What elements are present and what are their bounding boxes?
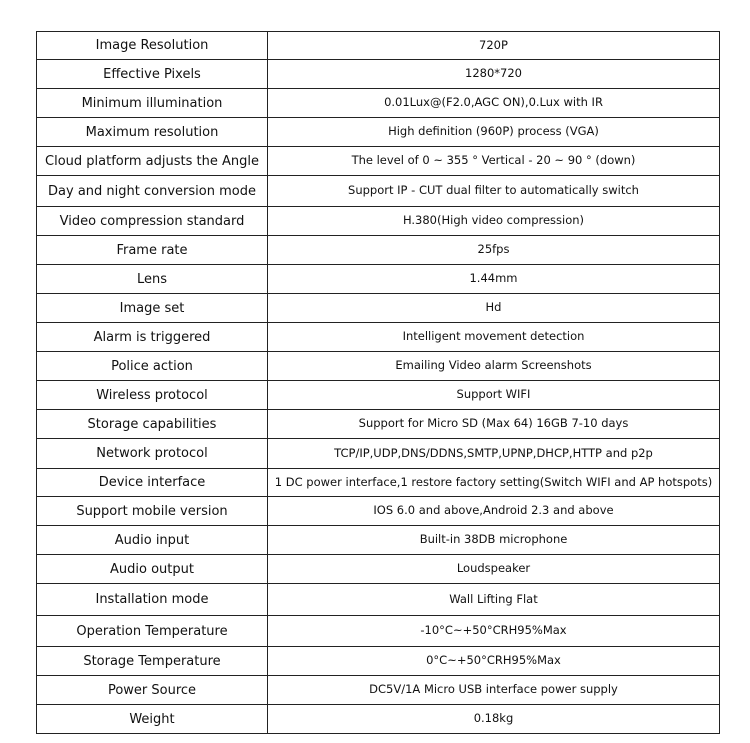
spec-label: Network protocol [37, 439, 268, 469]
table-row [37, 323, 720, 352]
table-row [37, 176, 720, 207]
spec-label: Device interface [37, 469, 268, 497]
table-row [37, 381, 720, 410]
spec-value: Hd [268, 294, 720, 323]
table-row [37, 294, 720, 323]
spec-value: 0.01Lux@(F2.0,AGC ON),0.Lux with IR [268, 89, 720, 118]
table-row [37, 89, 720, 118]
spec-value: 25fps [268, 236, 720, 265]
table-row [37, 32, 720, 60]
spec-value: 1.44mm [268, 265, 720, 294]
spec-value: Emailing Video alarm Screenshots [268, 352, 720, 381]
spec-label: Weight [37, 705, 268, 734]
table-row [37, 555, 720, 584]
spec-label: Storage capabilities [37, 410, 268, 439]
spec-label: Audio output [37, 555, 268, 584]
spec-value: TCP/IP,UDP,DNS/DDNS,SMTP,UPNP,DHCP,HTTP and p2p [268, 439, 720, 469]
spec-value: Support WIFI [268, 381, 720, 410]
spec-label: Image set [37, 294, 268, 323]
spec-value: Intelligent movement detection [268, 323, 720, 352]
spec-label: Audio input [37, 526, 268, 555]
spec-label: Support mobile version [37, 497, 268, 526]
spec-label: Cloud platform adjusts the Angle [37, 147, 268, 176]
spec-value: H.380(High video compression) [268, 207, 720, 236]
spec-value: 0°C~+50°CRH95%Max [268, 647, 720, 676]
spec-value: -10°C~+50°CRH95%Max [268, 616, 720, 647]
table-row [37, 705, 720, 734]
table-row [37, 616, 720, 647]
spec-value: High definition (960P) process (VGA) [268, 118, 720, 147]
spec-value: Support for Micro SD (Max 64) 16GB 7-10 days [268, 410, 720, 439]
spec-value: 0.18kg [268, 705, 720, 734]
table-row [37, 236, 720, 265]
table-row [37, 410, 720, 439]
spec-value: 720P [268, 32, 720, 60]
spec-value: DC5V/1A Micro USB interface power supply [268, 676, 720, 705]
specification-table-body [37, 32, 720, 734]
spec-value: Wall Lifting Flat [268, 584, 720, 616]
spec-value: IOS 6.0 and above,Android 2.3 and above [268, 497, 720, 526]
spec-label: Day and night conversion mode [37, 176, 268, 207]
spec-label: Power Source [37, 676, 268, 705]
spec-value: 1 DC power interface,1 restore factory setting(Switch WIFI and AP hotspots) [268, 469, 720, 497]
table-row [37, 439, 720, 469]
spec-label: Video compression standard [37, 207, 268, 236]
table-row [37, 676, 720, 705]
spec-label: Police action [37, 352, 268, 381]
spec-label: Image Resolution [37, 32, 268, 60]
spec-label: Effective Pixels [37, 60, 268, 89]
spec-label: Maximum resolution [37, 118, 268, 147]
table-row [37, 526, 720, 555]
table-row [37, 147, 720, 176]
spec-value: Loudspeaker [268, 555, 720, 584]
spec-label: Wireless protocol [37, 381, 268, 410]
table-row [37, 584, 720, 616]
spec-label: Alarm is triggered [37, 323, 268, 352]
table-row [37, 207, 720, 236]
spec-label: Lens [37, 265, 268, 294]
spec-label: Installation mode [37, 584, 268, 616]
table-row [37, 469, 720, 497]
spec-label: Minimum illumination [37, 89, 268, 118]
table-row [37, 265, 720, 294]
spec-label: Frame rate [37, 236, 268, 265]
spec-value: 1280*720 [268, 60, 720, 89]
table-row [37, 60, 720, 89]
spec-label: Operation Temperature [37, 616, 268, 647]
table-row [37, 118, 720, 147]
spec-label: Storage Temperature [37, 647, 268, 676]
table-row [37, 352, 720, 381]
specification-table [36, 31, 720, 734]
spec-value: The level of 0 ~ 355 ° Vertical - 20 ~ 90 ° (down) [268, 147, 720, 176]
table-row [37, 497, 720, 526]
table-row [37, 647, 720, 676]
spec-value: Built-in 38DB microphone [268, 526, 720, 555]
spec-value: Support IP - CUT dual filter to automatically switch [268, 176, 720, 207]
